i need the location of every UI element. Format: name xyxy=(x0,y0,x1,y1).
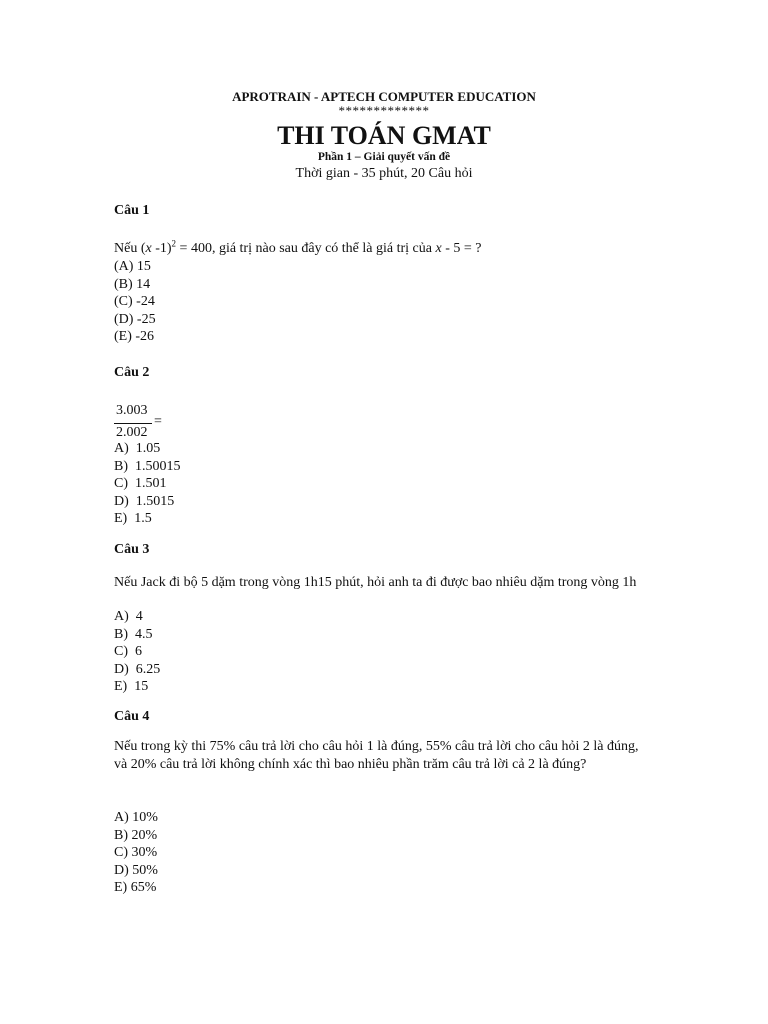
question-3-heading: Câu 3 xyxy=(114,542,150,557)
fraction-numerator: 3.003 xyxy=(116,403,148,418)
option-c: C) 6 xyxy=(114,644,142,660)
document-header xyxy=(0,89,768,183)
question-2-fraction xyxy=(114,402,174,442)
question-4-text: Nếu trong kỳ thi 75% câu trả lời cho câu hỏi 1 là đúng, 55% câu trả lời cho câu hỏi 2 là đúng, và 20% câu trả lời không chính xác thì bao nhiêu phần trăm câu trả lời cả 2 là đúng? xyxy=(114,739,639,772)
organization-name: APROTRAIN - APTECH COMPUTER EDUCATION xyxy=(232,89,536,104)
question-1-text: Nếu (x -1)$^2$ = 400, giá trị nào sau đây có thể là giá trị của x - 5 = ? xyxy=(114,238,482,256)
question-3-text: Nếu Jack đi bộ 5 dặm trong vòng 1h15 phút, hỏi anh ta đi được bao nhiêu dặm trong vòng 1h xyxy=(114,575,637,590)
exam-time-info: Thời gian - 35 phút, 20 Câu hỏi xyxy=(295,166,473,181)
question-2-heading: Câu 2 xyxy=(114,365,150,380)
option-c: (C) -24 xyxy=(114,294,155,310)
option-b: B) 1.50015 xyxy=(114,458,181,474)
option-c: C) 30% xyxy=(114,845,158,861)
question-1-heading: Câu 1 xyxy=(114,203,150,218)
exam-title: THI TOÁN GMAT xyxy=(277,121,491,150)
equals-sign: = xyxy=(154,414,162,429)
fraction-denominator: 2.002 xyxy=(116,425,148,440)
option-c: C) 1.501 xyxy=(114,476,167,492)
option-a: A) 1.05 xyxy=(114,441,161,456)
option-d: (D) -25 xyxy=(114,311,156,327)
option-a: (A) 15 xyxy=(114,259,151,274)
option-b: B) 4.5 xyxy=(114,626,153,642)
option-d: D) 6.25 xyxy=(114,661,161,677)
question-1-options xyxy=(114,258,156,346)
option-d: D) 50% xyxy=(114,862,158,878)
option-b: B) 20% xyxy=(114,827,158,843)
option-e: E) 1.5 xyxy=(114,511,152,527)
option-e: E) 65% xyxy=(114,880,157,896)
stars-divider: ************* xyxy=(338,103,430,118)
question-2-options xyxy=(114,440,181,528)
question-3-options xyxy=(114,608,160,696)
option-e: (E) -26 xyxy=(114,329,155,345)
option-e: E) 15 xyxy=(114,679,149,695)
option-a: A) 10% xyxy=(114,810,158,825)
option-d: D) 1.5015 xyxy=(114,493,175,509)
question-4-heading: Câu 4 xyxy=(114,709,150,724)
option-a: A) 4 xyxy=(114,609,143,624)
option-b: (B) 14 xyxy=(114,276,151,292)
question-4-options xyxy=(114,809,158,897)
exam-section: Phần 1 – Giải quyết vấn đề xyxy=(317,151,451,163)
